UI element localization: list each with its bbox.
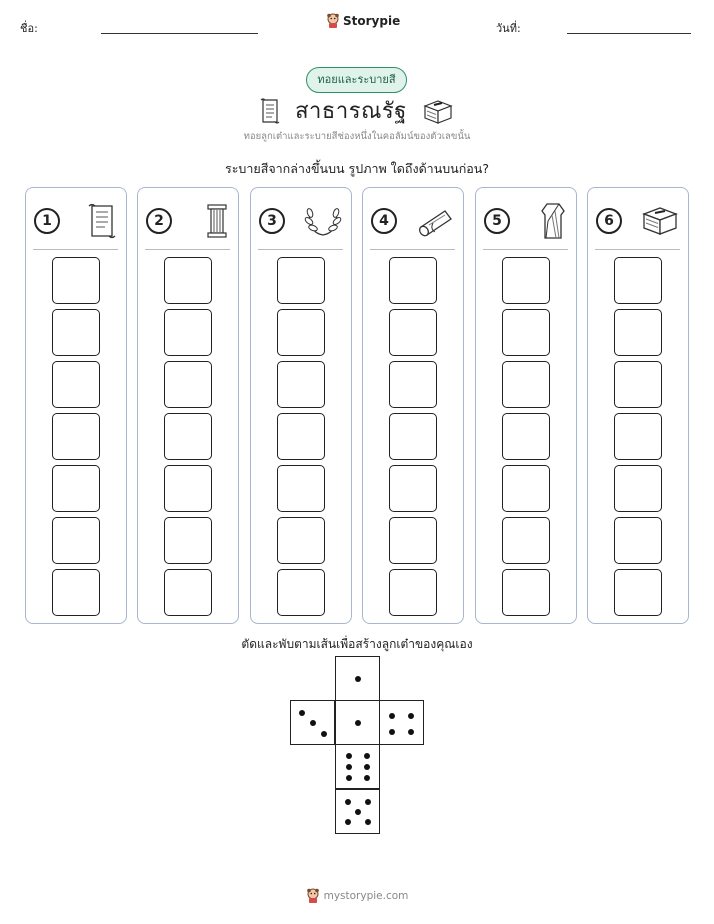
column-4 xyxy=(362,187,464,624)
scroll-icon xyxy=(86,202,118,240)
die-pip xyxy=(408,713,414,719)
die-pip xyxy=(355,809,361,815)
color-box[interactable] xyxy=(164,361,212,408)
column-icon xyxy=(204,202,230,240)
ballot-box-icon xyxy=(421,97,455,125)
color-box[interactable] xyxy=(52,465,100,512)
die-face-1-center xyxy=(335,700,380,745)
mascot-icon xyxy=(306,888,320,904)
cut-instruction: ตัดและพับตามเส้นเพื่อสร้างลูกเต๋าของคุณเอง xyxy=(241,637,473,651)
die-pip xyxy=(345,819,351,825)
question: ระบายสีจากล่างขึ้นบน รูปภาพ ใดถึงด้านบนก่อน? xyxy=(224,161,489,176)
die-pip xyxy=(389,713,395,719)
color-box[interactable] xyxy=(277,517,325,564)
color-box[interactable] xyxy=(389,465,437,512)
footer-url[interactable]: mystorypie.com xyxy=(323,890,409,902)
color-box[interactable] xyxy=(502,517,550,564)
color-box[interactable] xyxy=(277,413,325,460)
die-pip xyxy=(346,764,352,770)
color-box[interactable] xyxy=(389,257,437,304)
die-pip xyxy=(364,753,370,759)
color-box[interactable] xyxy=(277,465,325,512)
die-pip xyxy=(364,775,370,781)
column-6 xyxy=(587,187,689,624)
column-header xyxy=(596,200,680,242)
color-box[interactable] xyxy=(277,361,325,408)
die-face-6 xyxy=(335,744,380,789)
laurel-wreath-icon xyxy=(303,203,343,239)
color-box[interactable] xyxy=(389,361,437,408)
color-box[interactable] xyxy=(614,361,662,408)
color-box[interactable] xyxy=(502,569,550,616)
color-box[interactable] xyxy=(389,517,437,564)
instructions: ทอยลูกเต๋าและระบายสีช่องหนึ่งในคอลัมน์ของตัวเลขนั้น xyxy=(243,131,471,142)
name-label: ชื่อ: xyxy=(20,22,38,35)
brand-name: Storypie xyxy=(343,14,401,28)
die-face-5 xyxy=(335,789,380,834)
die-pip xyxy=(346,753,352,759)
color-box[interactable] xyxy=(614,569,662,616)
color-box[interactable] xyxy=(52,517,100,564)
color-box[interactable] xyxy=(502,465,550,512)
color-box[interactable] xyxy=(277,569,325,616)
color-box[interactable] xyxy=(614,465,662,512)
color-box[interactable] xyxy=(502,309,550,356)
die-pip xyxy=(355,720,361,726)
column-1 xyxy=(25,187,127,624)
color-box[interactable] xyxy=(502,413,550,460)
die-pip xyxy=(299,710,305,716)
color-box[interactable] xyxy=(389,569,437,616)
die-pip xyxy=(365,819,371,825)
column-number: 5 xyxy=(484,208,510,234)
color-box[interactable] xyxy=(502,361,550,408)
rolled-scroll-icon xyxy=(415,203,455,239)
ballot-box-icon xyxy=(640,204,680,238)
footer xyxy=(0,888,714,904)
column-3 xyxy=(250,187,352,624)
column-header xyxy=(484,200,568,242)
die-face-3 xyxy=(290,700,335,745)
die-pip xyxy=(310,720,316,726)
column-5 xyxy=(475,187,577,624)
color-box[interactable] xyxy=(52,361,100,408)
title-row xyxy=(0,93,714,128)
color-box[interactable] xyxy=(502,257,550,304)
color-box[interactable] xyxy=(164,465,212,512)
die-pip xyxy=(408,729,414,735)
color-box[interactable] xyxy=(52,309,100,356)
column-number: 3 xyxy=(259,208,285,234)
name-line[interactable] xyxy=(101,33,258,34)
column-header xyxy=(146,200,230,242)
column-2 xyxy=(137,187,239,624)
column-number: 1 xyxy=(34,208,60,234)
column-header xyxy=(34,200,118,242)
color-box[interactable] xyxy=(164,569,212,616)
brand-logo xyxy=(326,13,400,29)
die-pip xyxy=(345,799,351,805)
color-box[interactable] xyxy=(389,309,437,356)
die-pip xyxy=(321,731,327,737)
column-header xyxy=(259,200,343,242)
color-box[interactable] xyxy=(614,309,662,356)
date-label: วันที่: xyxy=(496,22,521,35)
scroll-icon xyxy=(259,97,281,125)
color-box[interactable] xyxy=(164,309,212,356)
color-box[interactable] xyxy=(277,257,325,304)
color-box[interactable] xyxy=(52,257,100,304)
die-pip xyxy=(364,764,370,770)
page-title: สาธารณรัฐ xyxy=(295,99,407,124)
column-header xyxy=(371,200,455,242)
column-number: 2 xyxy=(146,208,172,234)
mascot-icon xyxy=(326,13,340,29)
color-box[interactable] xyxy=(164,517,212,564)
die-pip xyxy=(355,676,361,682)
die-face-1 xyxy=(335,656,380,701)
color-box[interactable] xyxy=(164,257,212,304)
color-box[interactable] xyxy=(164,413,212,460)
color-box[interactable] xyxy=(614,517,662,564)
date-line[interactable] xyxy=(567,33,691,34)
color-box[interactable] xyxy=(614,413,662,460)
color-box[interactable] xyxy=(52,569,100,616)
activity-badge: ทอยและระบายสี xyxy=(306,67,407,93)
column-number: 4 xyxy=(371,208,397,234)
column-number: 6 xyxy=(596,208,622,234)
toga-icon xyxy=(538,201,568,241)
die-face-4 xyxy=(379,700,424,745)
color-box[interactable] xyxy=(389,413,437,460)
die-pip xyxy=(365,799,371,805)
color-box[interactable] xyxy=(52,413,100,460)
die-pip xyxy=(389,729,395,735)
color-box[interactable] xyxy=(614,257,662,304)
die-pip xyxy=(346,775,352,781)
color-box[interactable] xyxy=(277,309,325,356)
